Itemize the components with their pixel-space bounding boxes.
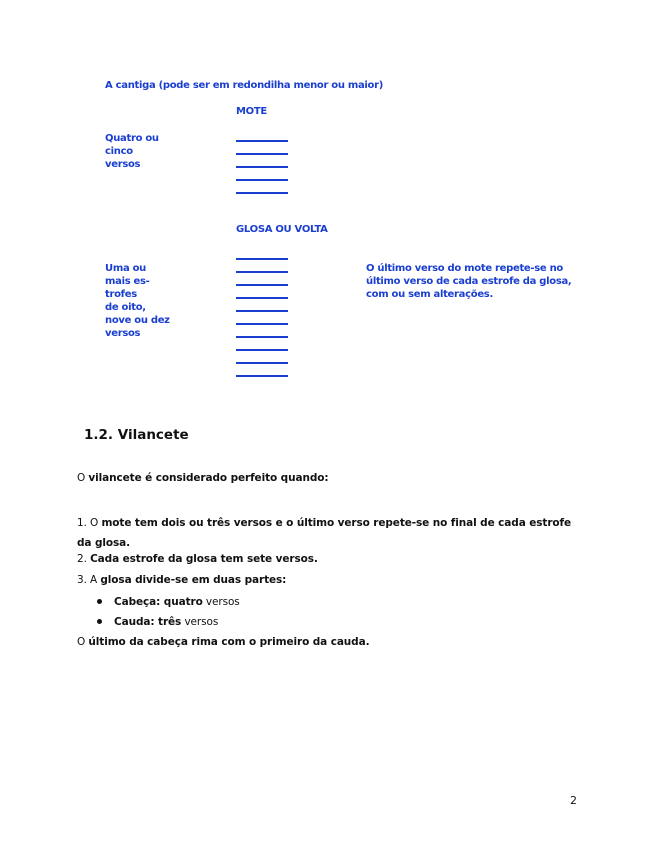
item3-prefix: 3. A [77, 574, 101, 586]
bullet1-bold: Cabeça: quatro [114, 596, 203, 608]
bullet2-bold: Cauda: três [114, 616, 182, 628]
mote-desc-line: cinco [105, 146, 133, 157]
verse-line [236, 284, 288, 286]
verse-line [236, 336, 288, 338]
glosa-desc-line: versos [105, 328, 141, 339]
bullet-dot-icon [97, 599, 102, 604]
verse-line [236, 271, 288, 273]
glosa-desc-line: de oito, [105, 302, 146, 313]
glosa-label: GLOSA OU VOLTA [236, 224, 328, 235]
section-heading: 1.2. Vilancete [84, 427, 189, 443]
item2-prefix: 2. [77, 553, 91, 565]
glosa-desc-line: Uma ou [105, 263, 146, 274]
verse-line [236, 179, 288, 181]
verse-line [236, 166, 288, 168]
bullet-item-2 [97, 616, 218, 628]
verse-line [236, 323, 288, 325]
glosa-desc-line: mais es- [105, 276, 150, 287]
verse-line [236, 297, 288, 299]
page-number: 2 [570, 794, 577, 807]
glosa-verse-lines [236, 258, 288, 388]
mote-desc-line: Quatro ou [105, 133, 159, 144]
intro-paragraph [77, 472, 582, 484]
verse-line [236, 153, 288, 155]
bullet2-rest: versos [181, 616, 219, 628]
glosa-desc-line: trofes [105, 289, 137, 300]
mote-description [105, 132, 159, 171]
bullet1-rest: versos [202, 596, 240, 608]
item2-bold: Cada estrofe da glosa tem sete versos. [90, 553, 318, 565]
glosa-desc-line: nove ou dez [105, 315, 170, 326]
verse-line [236, 192, 288, 194]
closing-prefix: O [77, 636, 89, 648]
list-item-2 [77, 553, 582, 565]
item3-bold: glosa divide-se em duas partes: [100, 574, 287, 586]
list-item-1 [77, 513, 582, 553]
verse-line [236, 349, 288, 351]
cantiga-title: A cantiga (pode ser em redondilha menor ou maior) [105, 80, 384, 91]
mote-desc-line: versos [105, 159, 141, 170]
mote-label: MOTE [236, 106, 267, 117]
verse-line [236, 140, 288, 142]
intro-prefix: O [77, 472, 89, 484]
item1-bold: mote tem dois ou três versos e o último verso repete-se no final de cada estrofe da glosa. [77, 517, 572, 549]
item1-prefix: 1. O [77, 517, 102, 529]
list-item-3 [77, 574, 582, 586]
closing-paragraph [77, 636, 582, 648]
verse-line [236, 258, 288, 260]
verse-line [236, 362, 288, 364]
bullet-dot-icon [97, 619, 102, 624]
glosa-note: O último verso do mote repete-se no último verso de cada estrofe da glosa, com ou sem alterações. [366, 263, 572, 300]
closing-bold: último da cabeça rima com o primeiro da cauda. [88, 636, 370, 648]
bullet-item-1 [97, 596, 240, 608]
verse-line [236, 375, 288, 377]
verse-line [236, 310, 288, 312]
mote-verse-lines [236, 140, 288, 205]
intro-bold: vilancete é considerado perfeito quando: [88, 472, 329, 484]
glosa-description [105, 262, 170, 340]
